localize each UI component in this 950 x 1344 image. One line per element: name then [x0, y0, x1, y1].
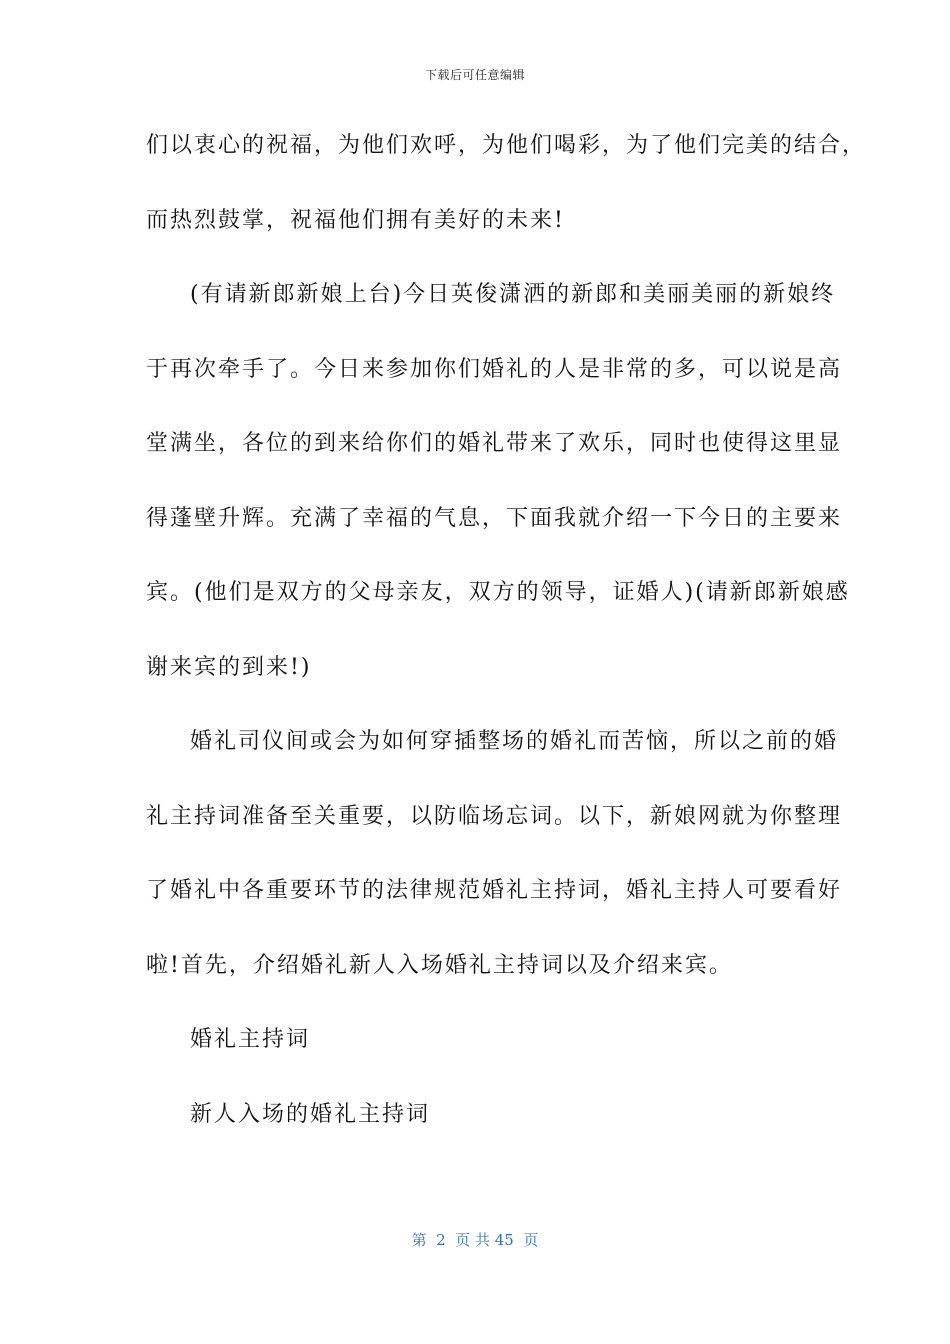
page-header-note: 下载后可任意编辑 — [424, 68, 525, 82]
body-line: 礼主持词准备至关重要，以防临场忘词。以下，新娘网就为你整理 — [146, 803, 843, 829]
body-line: 于再次牵手了。今日来参加你们婚礼的人是非常的多，可以说是高 — [146, 356, 843, 382]
body-line: 而热烈鼓掌，祝福他们拥有美好的未来! — [146, 207, 565, 233]
section-subheading: 新人入场的婚礼主持词 — [190, 1101, 431, 1127]
page-number-footer: 第 2 页 共 45 页 — [411, 1231, 539, 1249]
body-line: 们以衷心的祝福，为他们欢呼，为他们喝彩，为了他们完美的结合， — [146, 133, 867, 158]
body-line: 堂满坐，各位的到来给你们的婚礼带来了欢乐，同时也使得这里显 — [146, 431, 843, 456]
body-line: 了婚礼中各重要环节的法律规范婚礼主持词，婚礼主持人可要看好 — [146, 878, 843, 903]
body-line: (有请新郎新娘上台)今日英俊潇洒的新郎和美丽美丽的新娘终 — [190, 282, 836, 307]
body-line: 宾。(他们是双方的父母亲友，双方的领导，证婚人)(请新郎新娘感 — [146, 580, 850, 605]
body-line: 啦!首先，介绍婚礼新人入场婚礼主持词以及介绍来宾。 — [146, 952, 733, 978]
body-line: 得蓬壁升辉。充满了幸福的气息，下面我就介绍一下今日的主要来 — [146, 505, 843, 531]
section-heading: 婚礼主持词 — [190, 1027, 311, 1052]
document-body — [146, 124, 867, 1167]
body-line: 婚礼司仪间或会为如何穿插整场的婚礼而苦恼，所以之前的婚 — [190, 729, 839, 754]
body-line: 谢来宾的到来!) — [146, 654, 312, 680]
